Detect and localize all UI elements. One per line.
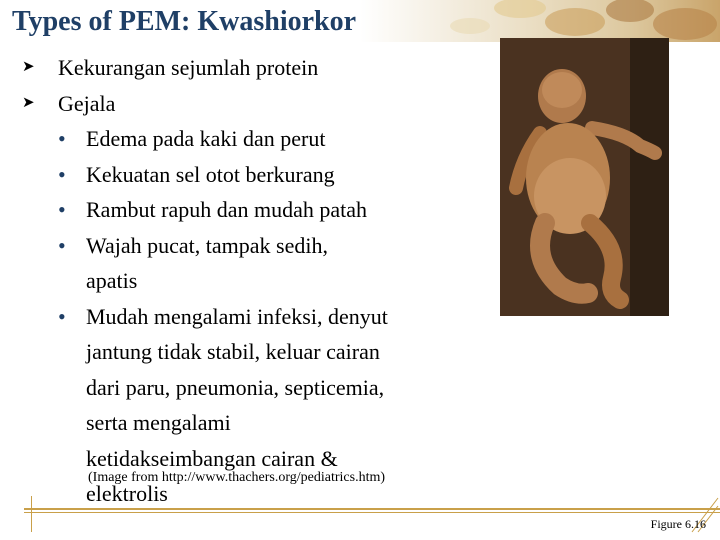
sub-bullet-text: Kekuatan sel otot berkurang [86, 161, 335, 187]
footer-divider-thin [24, 512, 720, 513]
image-caption: (Image from http://www.thachers.org/pediatrics.htm) [88, 470, 386, 485]
bullet-item [22, 86, 452, 122]
sub-bullet-text: Rambut rapuh dan mudah patah [86, 197, 368, 222]
sub-bullet-text: Edema pada kaki dan perut [86, 126, 326, 151]
sub-bullet-item [22, 121, 386, 157]
sub-bullet-text: Wajah pucat, tampak sedih, apatis [86, 232, 328, 293]
arrowhead-bullet-icon: ➤ [22, 59, 35, 75]
sub-bullet-item [22, 228, 358, 299]
arrowhead-bullet-icon: ➤ [22, 94, 35, 111]
figure-label: Figure 6.16 [650, 517, 706, 531]
sub-bullet-item [22, 157, 406, 193]
dot-bullet-icon: • [58, 303, 66, 329]
dot-bullet-icon: • [58, 126, 66, 151]
dot-bullet-icon: • [58, 161, 66, 187]
kwashiorkor-child-photo [500, 38, 669, 316]
dot-bullet-icon: • [58, 232, 66, 258]
bullet-text: Gejala [58, 90, 116, 116]
sub-bullet-item [22, 192, 456, 228]
footer-divider [24, 508, 720, 510]
bullet-list [22, 50, 452, 512]
dot-bullet-icon: • [58, 197, 66, 222]
bullet-item [22, 50, 452, 86]
child-photo-illustration [500, 38, 669, 316]
footer-vertical-rule [31, 496, 32, 532]
slide-title: Types of PEM: Kwashiorkor [12, 6, 357, 37]
bullet-text: Kekurangan sejumlah protein [58, 55, 319, 80]
sub-bullet-text: Mudah mengalami infeksi, denyut jantung tidak stabil, keluar cairan dari paru, pneumonia, septicemia, serta mengalami ketidakseimbangan cairan & elektrolis [86, 303, 388, 506]
